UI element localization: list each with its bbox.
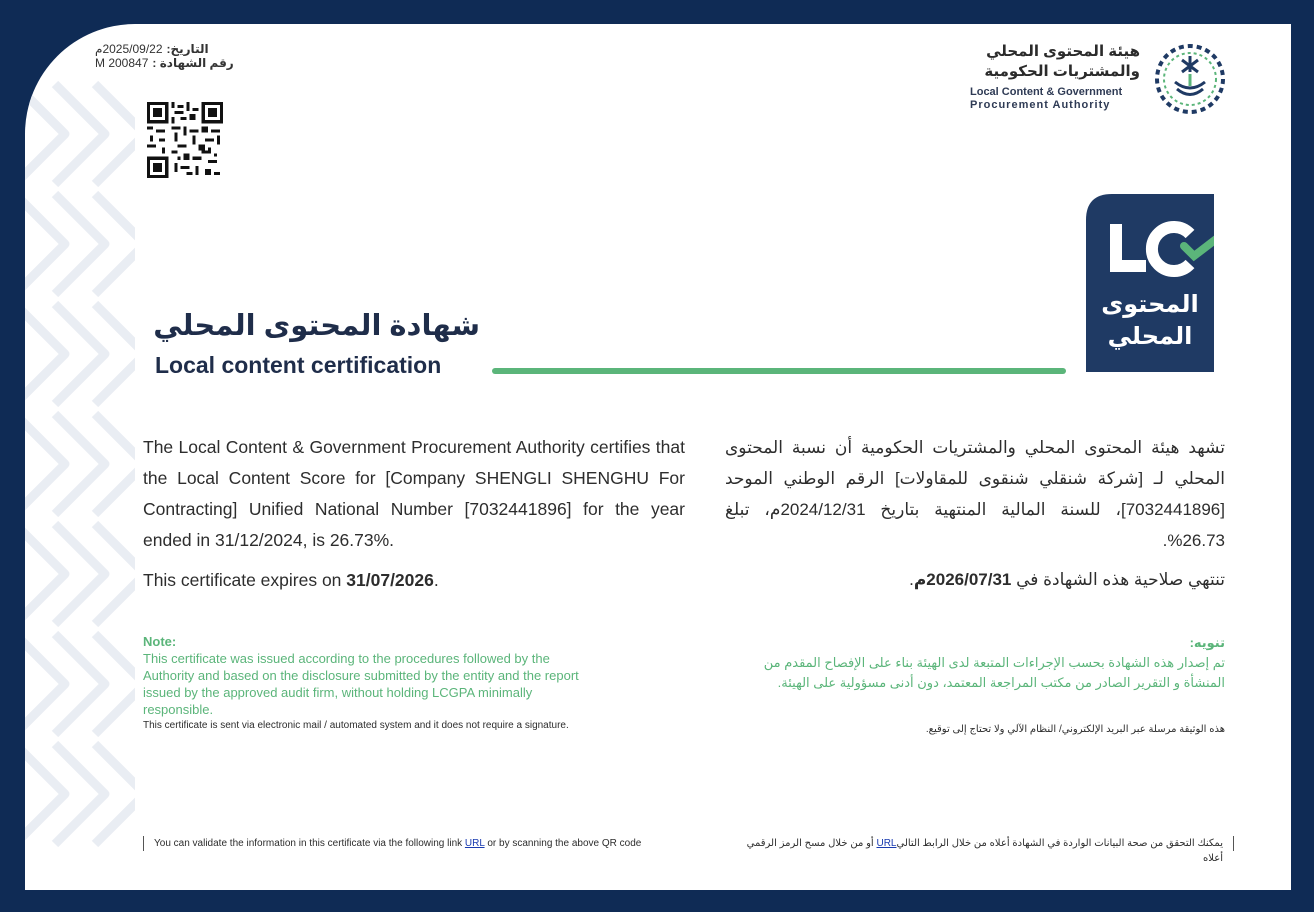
expiry-ar <box>725 570 1225 590</box>
badge-line1: المحتوى <box>1101 290 1199 318</box>
authority-name-ar <box>960 42 1140 82</box>
note-ar-text: تم إصدار هذه الشهادة بحسب الإجراءات المتبعة لدى الهيئة بناء على الإفصاح المقدم من المنشأة و التقرير الصادر من مكتب المراجعة المعتمد، دون أدنى مسؤولية على الهيئة. <box>763 655 1225 690</box>
date-row <box>95 42 250 56</box>
expiry-en-date: 31/07/2026 <box>346 570 434 590</box>
authority-name-ar-line2: والمشتريات الحكومية <box>984 63 1140 80</box>
footer-ar-after: أو من خلال مسح الرمز الرقمي أعلاه <box>746 838 1223 864</box>
expiry-ar-suffix: . <box>909 570 914 589</box>
qr-code <box>147 102 223 178</box>
expiry-en-suffix: . <box>433 570 439 590</box>
badge-line2: المحلي <box>1107 322 1193 350</box>
authority-name-en <box>970 86 1140 112</box>
authority-name-ar-line1: هيئة المحتوى المحلي <box>986 43 1140 60</box>
sent-notice-ar: هذه الوثيقة مرسلة عبر البريد الإلكتروني/ النظام الآلي ولا تحتاج إلى توقيع. <box>925 724 1225 735</box>
note-en-text: This certificate was issued according to the procedures followed by the Authority and based on the disclosure submitted by the entity and the report issued by the approved audit firm, without holding LCGPA minimally responsible. <box>143 651 579 717</box>
footer-en-before: You can validate the information in this certificate via the following link <box>154 838 465 849</box>
certification-text-ar: تشهد هيئة المحتوى المحلي والمشتريات الحكومية أن نسبة المحتوى المحلي لـ [شركة شنقلي شنقوى للمقاولات] الرقم الوطني الموحد [7032441896]، للسنة المالية المنتهية بتاريخ 2024/12/31م، تبلغ 26.73%. <box>725 438 1225 550</box>
footer-ar-before: يمكنك التحقق من صحة البيانات الواردة في الشهادة أعلاه من خلال الرابط التالي <box>896 838 1223 849</box>
date-value: 2025/09/22م <box>95 42 163 56</box>
validation-link-en[interactable]: URL <box>464 838 485 849</box>
note-en <box>143 633 583 718</box>
validation-link-ar[interactable]: URL <box>876 838 897 849</box>
certification-text-en: The Local Content & Government Procurement Authority certifies that the Local Content Score for [Company SHENGLI SHENGHU For Contracting] Unified National Number [7032441896] for the year ended in 31/12/2024, is 26.73%. <box>143 437 685 550</box>
authority-name-en-line2: Procurement Authority <box>970 99 1111 111</box>
footer-en-after: or by scanning the above QR code <box>484 838 642 849</box>
cert-number-label: رقم الشهادة : <box>152 56 234 70</box>
title-divider <box>492 368 1066 374</box>
validation-footer-en <box>143 836 714 851</box>
note-ar <box>725 633 1225 693</box>
cert-number-value: M 200847 <box>95 56 149 70</box>
decorative-pattern <box>25 24 135 890</box>
expiry-ar-prefix: تنتهي صلاحية هذه الشهادة في <box>1011 570 1225 589</box>
cert-number-row <box>95 56 250 70</box>
note-ar-heading: تنويه: <box>1189 635 1225 650</box>
authority-name-en-line1: Local Content & Government <box>970 86 1123 98</box>
expiry-ar-date: 2026/07/31م <box>913 570 1012 589</box>
authority-seal-icon <box>1153 42 1227 116</box>
date-label: التاريخ: <box>166 42 209 56</box>
title-en: Local content certification <box>155 352 442 378</box>
title-ar: شهادة المحتوى المحلي <box>153 310 480 342</box>
certificate-meta <box>95 42 250 70</box>
expiry-en-prefix: This certificate expires on <box>143 570 347 590</box>
validation-footer-ar <box>725 836 1234 864</box>
sent-notice-en: This certificate is sent via electronic mail / automated system and it does not require a signature. <box>143 720 569 731</box>
lc-badge-logo <box>1086 194 1214 372</box>
note-en-heading: Note: <box>143 634 177 649</box>
expiry-en <box>143 570 685 591</box>
certificate-sheet <box>25 24 1291 890</box>
